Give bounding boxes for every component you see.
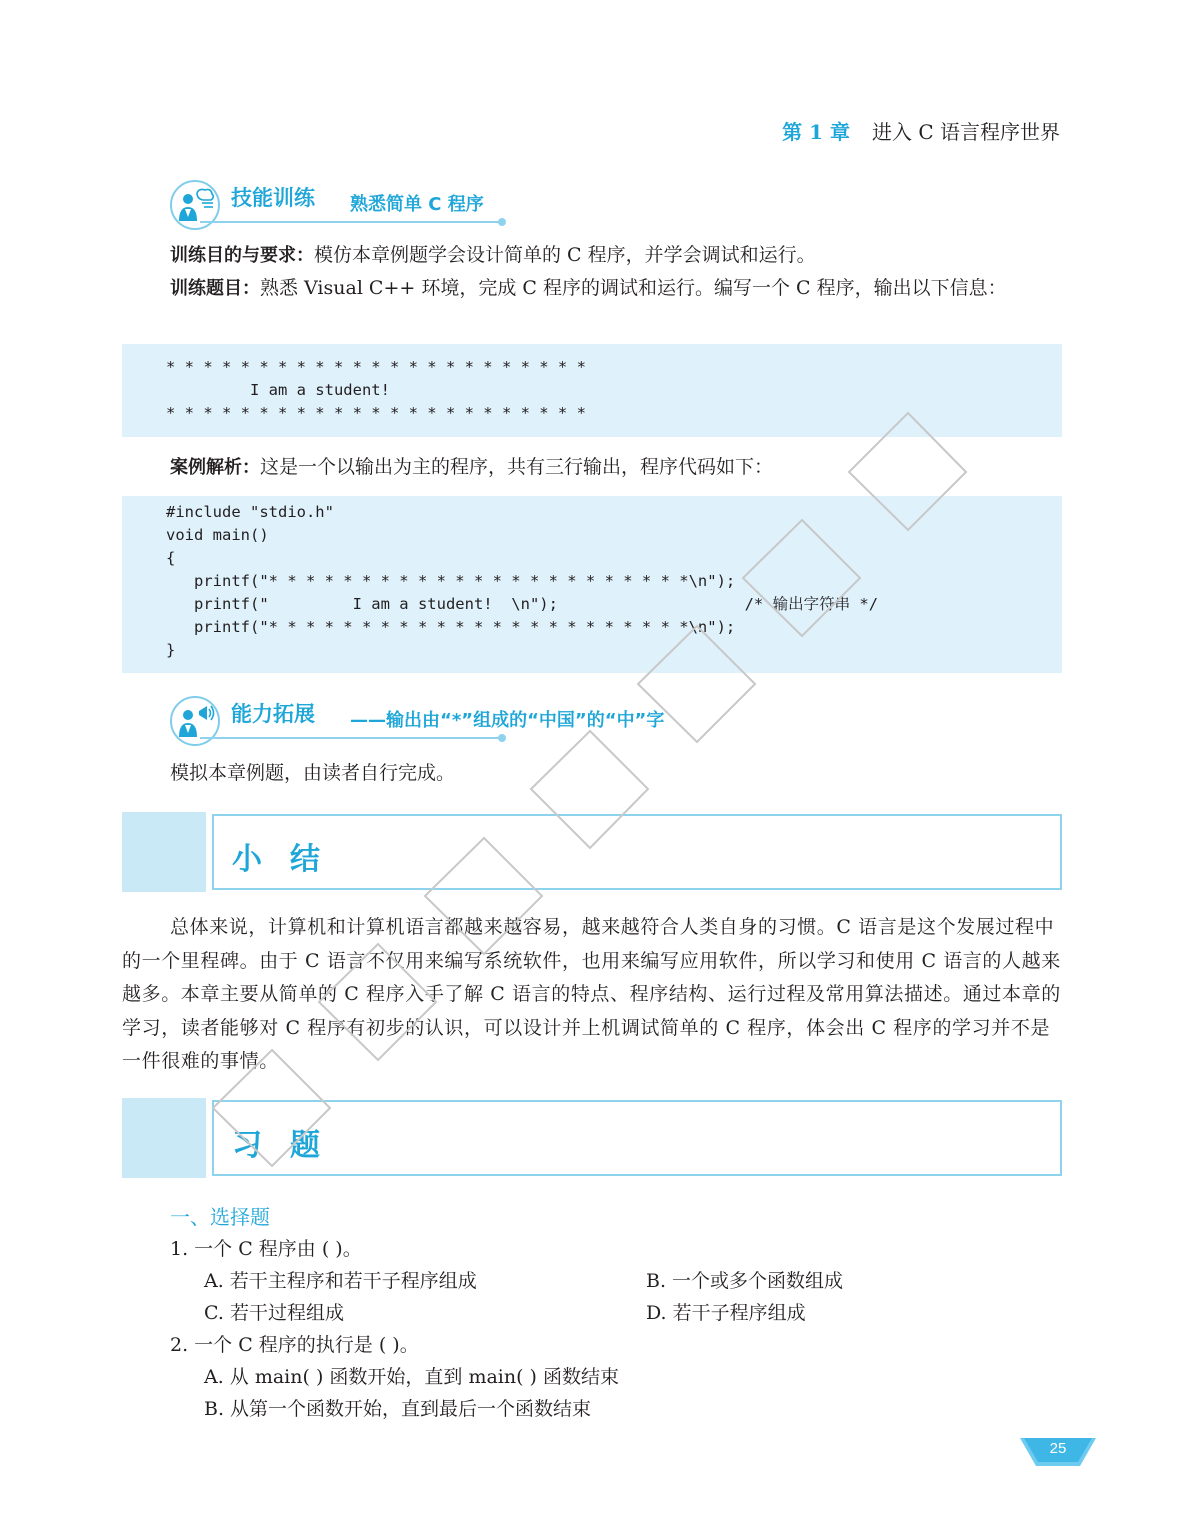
code-line: printf("* * * * * * * * * * * * * * * * * * * * * * *\n");	[166, 572, 736, 590]
exercises-banner	[122, 1098, 1062, 1178]
training-goal	[122, 240, 1062, 271]
training-topic-label: 训练题目：	[170, 278, 260, 299]
ability-text: 模拟本章例题，由读者自行完成。	[170, 762, 456, 784]
question-1-option-b: B. 一个或多个函数组成	[646, 1270, 844, 1292]
case-analysis-label: 案例解析：	[170, 457, 260, 478]
section-underline-dot	[498, 218, 506, 226]
ability-section-header	[170, 694, 790, 746]
output-line: * * * * * * * * * * * * * * * * * * * * * * *	[166, 358, 586, 376]
training-topic	[122, 273, 1062, 304]
output-line: I am a student!	[166, 381, 390, 399]
chapter-header	[782, 116, 1060, 145]
training-goal-text: 模仿本章例题学会设计简单的 C 程序，并学会调试和运行。	[314, 244, 816, 266]
code-line: {	[166, 549, 176, 567]
ability-section-subtitle: ——输出由“*”组成的“中国”的“中”字	[350, 710, 665, 731]
code-line: void main()	[166, 526, 269, 544]
case-analysis-text: 这是一个以输出为主的程序，共有三行输出，程序代码如下：	[260, 456, 774, 478]
training-goal-label: 训练目的与要求：	[170, 245, 314, 266]
ability-section-title: 能力拓展	[231, 702, 315, 726]
page-number: 25	[1049, 1440, 1067, 1457]
question-1-option-c: C. 若干过程组成	[204, 1302, 344, 1324]
question-2-stem: 2. 一个 C 程序的执行是 ( )。	[170, 1334, 419, 1356]
skill-section-header	[170, 178, 520, 230]
page-number-tab	[1020, 1438, 1096, 1470]
banner-tab	[122, 812, 206, 892]
summary-title: 小结	[232, 842, 348, 877]
question-1-option-a: A. 若干主程序和若干子程序组成	[204, 1270, 477, 1292]
case-analysis	[122, 452, 1062, 483]
skill-section-subtitle: 熟悉简单 C 程序	[350, 194, 484, 215]
question-2-option-b: B. 从第一个函数开始，直到最后一个函数结束	[204, 1398, 592, 1420]
code-box	[122, 496, 1062, 673]
code-line: #include "stdio.h"	[166, 503, 334, 521]
output-line: * * * * * * * * * * * * * * * * * * * * * * *	[166, 404, 586, 422]
chapter-number: 第 1 章	[782, 120, 850, 144]
summary-banner	[122, 812, 1062, 892]
skill-section-title: 技能训练	[231, 186, 315, 210]
code-line: printf("* * * * * * * * * * * * * * * * * * * * * * *\n");	[166, 618, 736, 636]
choice-questions-heading: 一、选择题	[170, 1205, 270, 1229]
question-2-option-a: A. 从 main( ) 函数开始，直到 main( ) 函数结束	[204, 1366, 620, 1388]
banner-box	[212, 1100, 1062, 1176]
exercises-title: 习题	[232, 1128, 348, 1163]
section-underline-dot	[498, 734, 506, 742]
banner-box	[212, 814, 1062, 890]
summary-paragraph: 总体来说，计算机和计算机语言都越来越容易，越来越符合人类自身的习惯。C 语言是这个发展过程中的一个里程碑。由于 C 语言不仅用来编写系统软件，也用来编写应用软件，所以学习和使用 C 语言的人越来越多。本章主要从简单的 C 程序入手了解 C 语言的特点、程序结构、运行过程及常用算法描述。通过本章的学习，读者能够对 C 程序有初步的认识，可以设计并上机调试简单的 C 程序，体会出 C 程序的学习并不是一件很难的事情。	[122, 916, 1061, 1072]
chapter-title: 进入 C 语言程序世界	[871, 120, 1060, 144]
section-underline	[200, 737, 500, 739]
question-1-stem: 1. 一个 C 程序由 ( )。	[170, 1238, 362, 1260]
question-1-option-d: D. 若干子程序组成	[646, 1302, 806, 1324]
section-underline	[200, 221, 500, 223]
code-line: printf(" I am a student! \n"); /* 输出字符串 */	[166, 595, 879, 613]
banner-tab	[122, 1098, 206, 1178]
expected-output-box	[122, 344, 1062, 437]
code-line: }	[166, 641, 176, 659]
training-topic-text: 熟悉 Visual C++ 环境，完成 C 程序的调试和运行。编写一个 C 程序，输出以下信息：	[260, 277, 1007, 299]
